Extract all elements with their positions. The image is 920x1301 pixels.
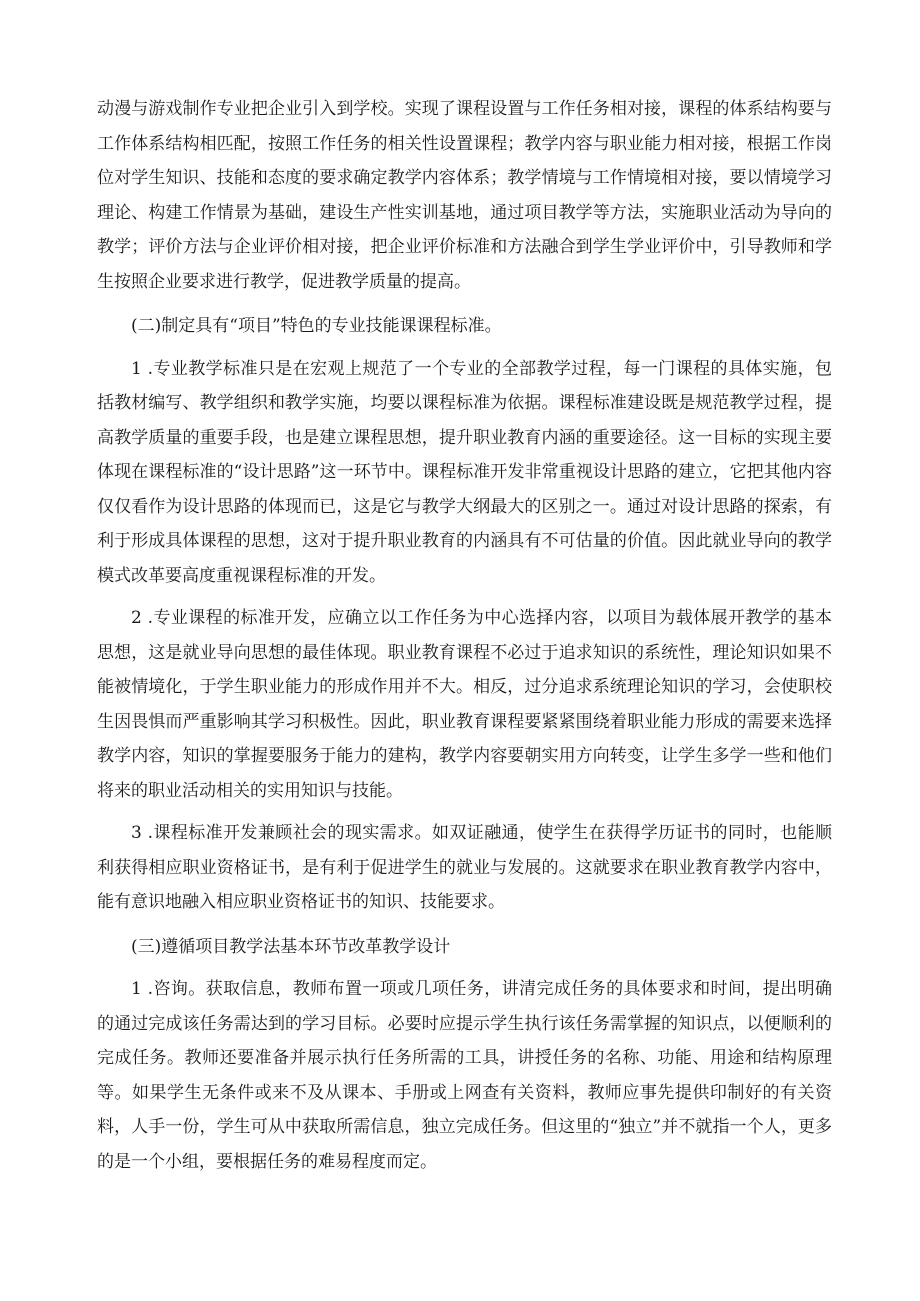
section-2-item-1: 1 .专业教学标准只是在宏观上规范了一个专业的全部教学过程，每一门课程的具体实施，包括教材编写、教学组织和教学实施，均要以课程标准为依据。课程标准建设既是规范教学过程，提高教学质量的重要手段，也是建立课程思想，提升职业教育内涵的重要途径。这一目标的实现主要体现在课程标准的“设计思路”这一环节中。课程标准开发非常重视设计思路的建立，它把其他内容仅仅看作为设计思路的体现而已，这是它与教学大纲最大的区别之一。通过对设计思路的探索，有利于形成具体课程的思想，这对于提升职业教育的内涵具有不可估量的价值。因此就业导向的教学模式改革要高度重视课程标准的开发。 [97,358,832,586]
section-heading-2: (二)制定具有“项目”特色的专业技能课课程标准。 [131,316,502,336]
section-2-item-2: 2 .专业课程的标准开发，应确立以工作任务为中心选择内容，以项目为载体展开教学的基本思想，这是就业导向思想的最佳体现。职业教育课程不必过于追求知识的系统性，理论知识如果不能被情境化，于学生职业能力的形成作用并不大。相反，过分追求系统理论知识的学习，会使职校生因畏惧而严重影响其学习积极性。因此，职业教育课程要紧紧围绕着职业能力形成的需要来选择教学内容，知识的掌握要服务于能力的建构，教学内容要朝实用方向转变，让学生多学一些和他们将来的职业活动相关的实用知识与技能。 [97,608,832,801]
document-page [97,92,832,1179]
section-3-item-1: 1 .咨询。获取信息，教师布置一项或几项任务，讲清完成任务的具体要求和时间，提出明确的通过完成该任务需达到的学习目标。必要时应提示学生执行该任务需掌握的知识点，以便顺利的完成任务。教师还要准备并展示执行任务所需的工具，讲授任务的名称、功能、用途和结构原理等。如果学生无条件或来不及从课本、手册或上网查有关资料，教师应事先提供印制好的有关资料，人手一份，学生可从中获取所需信息，独立完成任务。但这里的“独立”并不就指一个人，更多的是一个小组，要根据任务的难易程度而定。 [97,979,832,1172]
section-heading-3: (三)遵循项目教学法基本环节改革教学设计 [131,936,451,957]
intro-paragraph: 动漫与游戏制作专业把企业引入到学校。实现了课程设置与工作任务相对接，课程的体系结构要与工作体系结构相匹配，按照工作任务的相关性设置课程；教学内容与职业能力相对接，根据工作岗位对学生知识、技能和态度的要求确定教学内容体系；教学情境与工作情境相对接，要以情境学习理论、构建工作情景为基础，建设生产性实训基地，通过项目教学等方法，实施职业活动为导向的教学；评价方法与企业评价相对接，把企业评价标准和方法融合到学生学业评价中，引导教师和学生按照企业要求进行教学，促进教学质量的提高。 [97,99,832,292]
section-2-item-3: 3 .课程标准开发兼顾社会的现实需求。如双证融通，使学生在获得学历证书的同时，也能顺利获得相应职业资格证书，是有利于促进学生的就业与发展的。这就要求在职业教育教学内容中，能有意识地融入相应职业资格证书的知识、技能要求。 [97,823,832,912]
